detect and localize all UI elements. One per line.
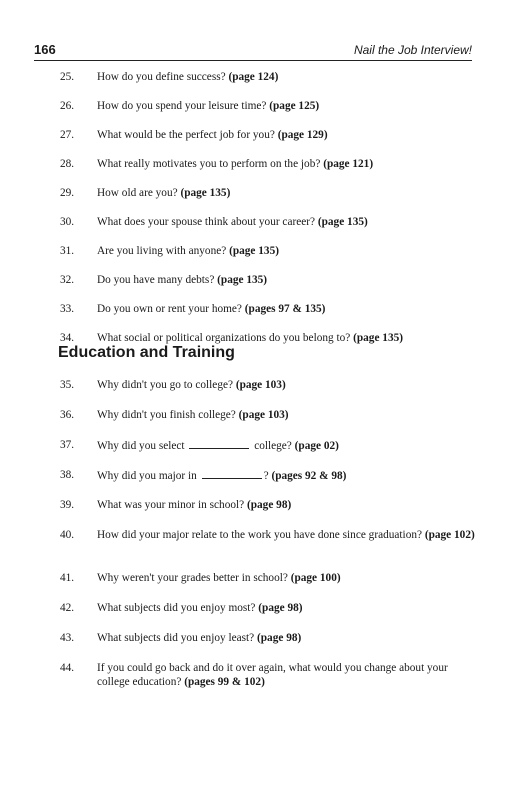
- fill-in-blank: [202, 468, 262, 479]
- question-text: What really motivates you to perform on the job?: [97, 158, 321, 170]
- question-number: 39.: [60, 499, 75, 511]
- question-number: 25.: [60, 71, 75, 83]
- question-number: 34.: [60, 332, 75, 344]
- question-item: [60, 99, 480, 113]
- question-number: 38.: [60, 469, 75, 481]
- question-text-end: ?: [263, 470, 269, 482]
- question-number: 29.: [60, 187, 75, 199]
- question-number: 37.: [60, 439, 75, 451]
- question-item: [60, 157, 480, 171]
- page-reference: (page 135): [353, 332, 403, 344]
- question-item: [60, 661, 480, 689]
- question-text-end: college?: [254, 440, 292, 452]
- page-reference: (page 98): [258, 602, 303, 614]
- question-item: [60, 273, 480, 287]
- question-number: 44.: [60, 662, 75, 674]
- question-item: [60, 378, 480, 392]
- question-text: How do you spend your leisure time?: [97, 100, 267, 112]
- page-reference: (page 135): [229, 245, 279, 257]
- question-item: [60, 468, 480, 483]
- page-number: 166: [34, 42, 56, 57]
- question-text: What subjects did you enjoy least?: [97, 632, 255, 644]
- fill-in-blank: [189, 438, 249, 449]
- question-text: What was your minor in school?: [97, 499, 245, 511]
- page-reference: (pages 99 & 102): [184, 676, 265, 688]
- running-title: Nail the Job Interview!: [353, 43, 472, 57]
- question-text-start: Why did you select: [97, 440, 185, 452]
- question-item: [60, 302, 480, 316]
- page-reference: (page 125): [269, 100, 320, 112]
- question-item: [60, 186, 480, 200]
- question-item: [60, 331, 480, 345]
- page-reference: (page 102): [424, 529, 475, 541]
- question-number: 40.: [60, 529, 75, 541]
- question-item: [60, 528, 480, 542]
- question-number: 28.: [60, 158, 75, 170]
- page-reference: (pages 97 & 135): [244, 303, 326, 315]
- question-number: 36.: [60, 409, 75, 421]
- question-number: 42.: [60, 602, 75, 614]
- question-text: Why didn't you go to college?: [97, 379, 233, 391]
- question-number: 31.: [60, 245, 75, 257]
- question-number: 32.: [60, 274, 75, 286]
- question-text: What would be the perfect job for you?: [97, 129, 275, 141]
- question-number: 43.: [60, 632, 75, 644]
- question-text-start: Why did you major in: [97, 470, 197, 482]
- question-item: [60, 128, 480, 142]
- question-text: If you could go back and do it over again, what would you change about your college education?: [97, 662, 448, 688]
- question-item: [60, 601, 480, 615]
- question-text: How did your major relate to the work you have done since graduation?: [97, 529, 423, 541]
- question-item: [60, 408, 480, 422]
- page-header: [34, 42, 472, 61]
- question-text: Do you own or rent your home?: [97, 303, 242, 315]
- question-number: 26.: [60, 100, 75, 112]
- page-reference: (page 02): [294, 440, 339, 452]
- question-number: 33.: [60, 303, 75, 315]
- question-item: [60, 438, 480, 453]
- question-text: Do you have many debts?: [97, 274, 215, 286]
- question-number: 41.: [60, 572, 75, 584]
- question-text: Are you living with anyone?: [97, 245, 227, 257]
- question-item: [60, 244, 480, 258]
- question-item: [60, 571, 480, 585]
- question-text: What subjects did you enjoy most?: [97, 602, 256, 614]
- page-reference: (page 135): [317, 216, 368, 228]
- question-number: 30.: [60, 216, 75, 228]
- question-text: What social or political organizations do you belong to?: [97, 332, 351, 344]
- question-number: 27.: [60, 129, 75, 141]
- question-text: Why didn't you finish college?: [97, 409, 236, 421]
- page-reference: (page 98): [257, 632, 302, 644]
- page-reference: (page 103): [238, 409, 289, 421]
- question-item: [60, 631, 480, 645]
- page-reference: (page 129): [277, 129, 328, 141]
- question-text: What does your spouse think about your career?: [97, 216, 316, 228]
- section-heading: Education and Training: [58, 344, 235, 361]
- page-reference: (page 135): [217, 274, 268, 286]
- question-text: How old are you?: [97, 187, 178, 199]
- page-reference: (page 103): [235, 379, 286, 391]
- question-text: How do you define success?: [97, 71, 226, 83]
- page-reference: (page 135): [180, 187, 231, 199]
- question-number: 35.: [60, 379, 75, 391]
- question-item: [60, 498, 480, 512]
- question-text: Why weren't your grades better in school?: [97, 572, 288, 584]
- page-reference: (page 98): [246, 499, 292, 511]
- question-item: [60, 70, 480, 84]
- page-reference: (pages 92 & 98): [271, 470, 347, 482]
- question-item: [60, 215, 480, 229]
- page-reference: (page 124): [228, 71, 279, 83]
- page-reference: (page 121): [323, 158, 374, 170]
- page-reference: (page 100): [290, 572, 341, 584]
